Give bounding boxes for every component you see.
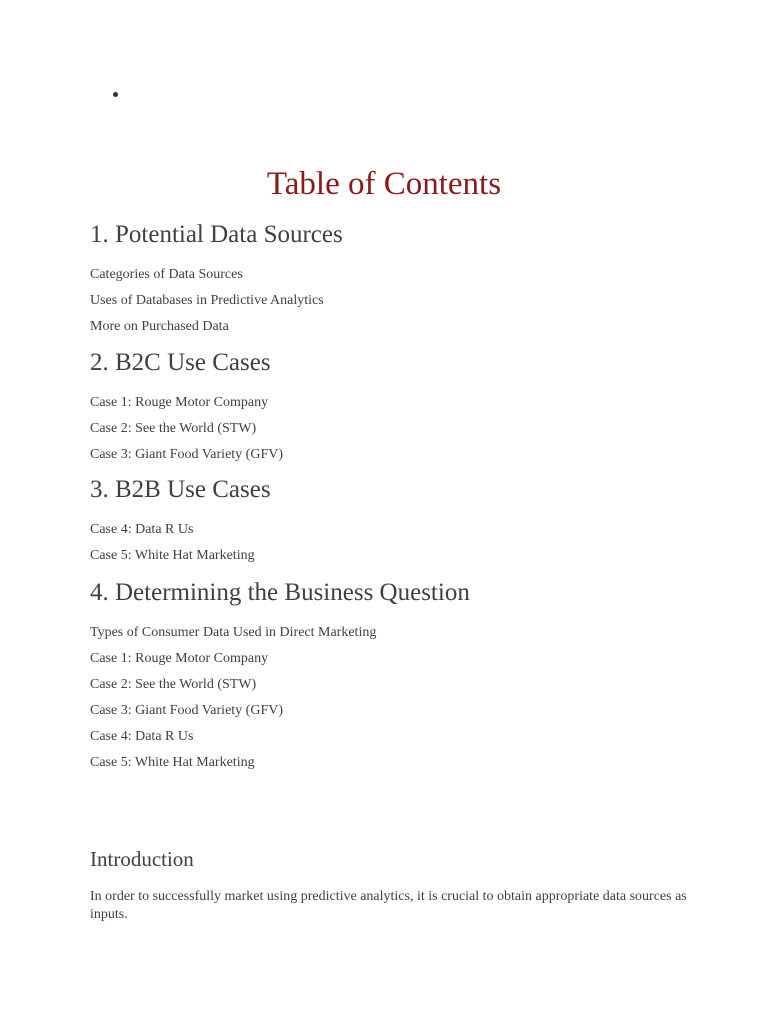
toc-section-heading[interactable]: 1. Potential Data Sources <box>90 221 343 248</box>
toc-entry[interactable]: Case 1: Rouge Motor Company <box>90 395 269 410</box>
toc-entry[interactable]: Categories of Data Sources <box>90 267 243 282</box>
toc-entry[interactable]: Uses of Databases in Predictive Analytics <box>90 293 324 308</box>
toc-section-heading[interactable]: 4. Determining the Business Question <box>90 579 470 606</box>
list-bullet <box>113 92 118 97</box>
introduction-heading: Introduction <box>90 847 194 871</box>
toc-entry[interactable]: Types of Consumer Data Used in Direct Marketing <box>90 625 377 640</box>
toc-section-heading[interactable]: 3. B2B Use Cases <box>90 476 271 503</box>
toc-title: Table of Contents <box>266 166 502 202</box>
toc-entry[interactable]: More on Purchased Data <box>90 319 229 334</box>
toc-entry[interactable]: Case 4: Data R Us <box>90 729 194 744</box>
toc-entry[interactable]: Case 5: White Hat Marketing <box>90 548 255 563</box>
introduction-paragraph: In order to successfully market using predictive analytics, it is crucial to obtain appropriate data sources as inputs. <box>90 889 687 922</box>
toc-entry[interactable]: Case 1: Rouge Motor Company <box>90 651 269 666</box>
toc-entry[interactable]: Case 5: White Hat Marketing <box>90 755 255 770</box>
toc-entry[interactable]: Case 2: See the World (STW) <box>90 421 257 436</box>
toc-entry[interactable]: Case 3: Giant Food Variety (GFV) <box>90 447 283 462</box>
toc-section-heading[interactable]: 2. B2C Use Cases <box>90 349 271 376</box>
toc-entry[interactable]: Case 4: Data R Us <box>90 522 194 537</box>
toc-entry[interactable]: Case 3: Giant Food Variety (GFV) <box>90 703 283 718</box>
toc-entry[interactable]: Case 2: See the World (STW) <box>90 677 257 692</box>
